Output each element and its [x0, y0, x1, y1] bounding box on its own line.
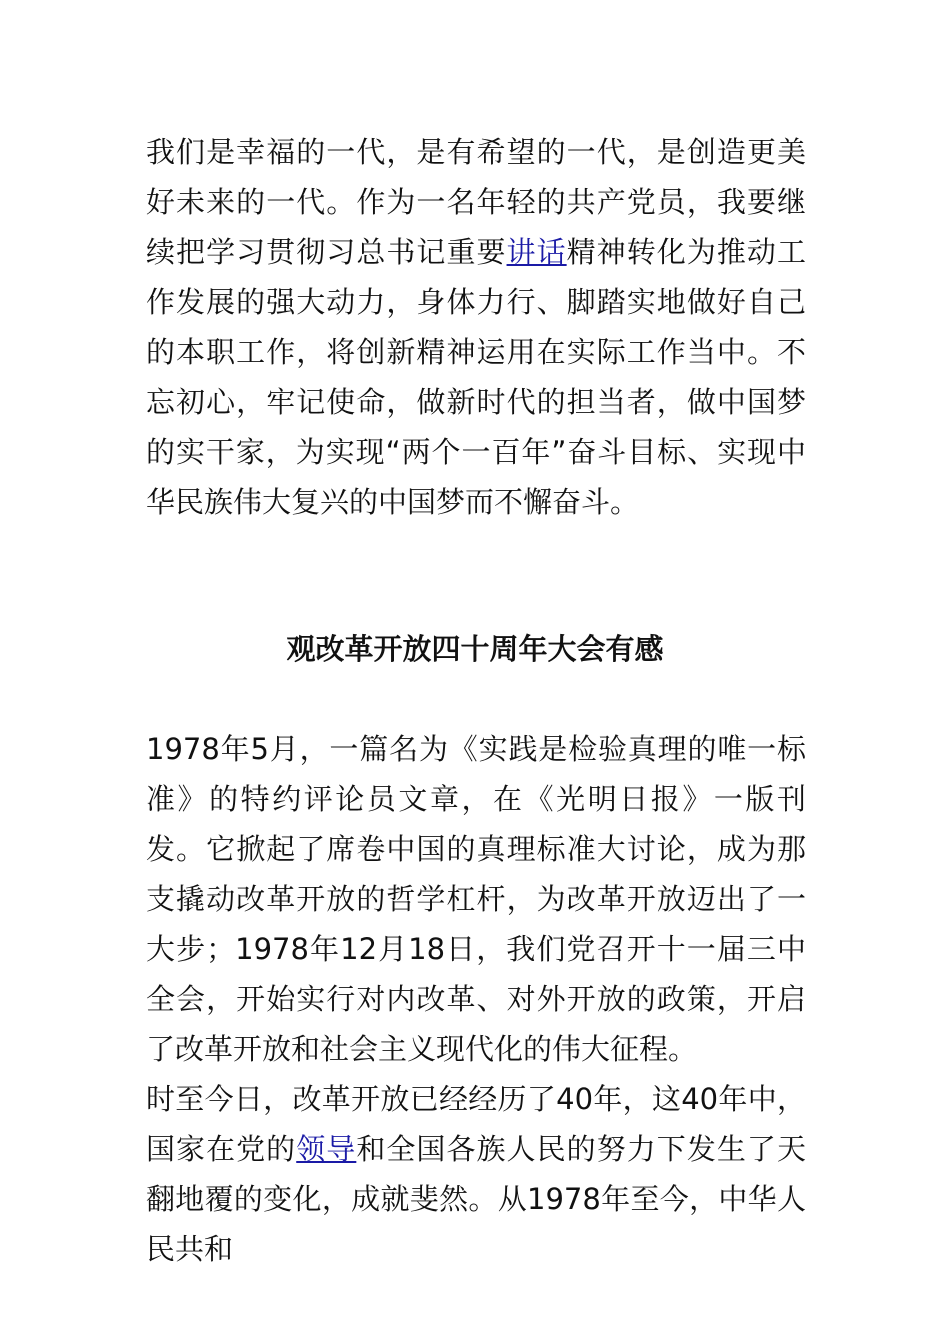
- link-jianghua[interactable]: 讲话: [506, 235, 567, 269]
- body-paragraph: 1978年5月，一篇名为《实践是检验真理的唯一标准》的特约评论员文章，在《光明日报》一版刊发。它掀起了席卷中国的真理标准大讨论，成为那支撬动改革开放的哲学杠杆，为改革开放迈出了一大步；1978年12月18日，我们党召开十一届三中全会，开始实行对内改革、对外开放的政策，开启了改革开放和社会主义现代化的伟大征程。: [146, 732, 806, 1066]
- paragraph-text: 我们是幸福的一代，是有希望的一代，是创造更美好未来的一代。作为一名年轻的共产党员，我要继续把学习贯彻习总书记重要: [146, 135, 806, 269]
- body-paragraph: [146, 127, 806, 527]
- section-title: 观改革开放四十周年大会有感: [286, 632, 664, 666]
- link-lingdao[interactable]: 领导: [296, 1132, 357, 1166]
- paragraph-text: 精神转化为推动工作发展的强大动力，身体力行、脚踏实地做好自己的本职工作，将创新精神运用在实际工作当中。不忘初心，牢记使命，做新时代的担当者，做中国梦的实干家，为实现“两个一百年”奋斗目标、实现中华民族伟大复兴的中国梦而不懈奋斗。: [146, 235, 806, 519]
- paragraph-text: 时至今日，改革开放已经经历了40年，这40年中，国家在党的: [146, 1082, 806, 1166]
- body-paragraph: [146, 1074, 806, 1274]
- paragraph-text: 和全国各族人民的努力下发生了天翻地覆的变化，成就斐然。从1978年至今，中华人民共和: [146, 1132, 806, 1266]
